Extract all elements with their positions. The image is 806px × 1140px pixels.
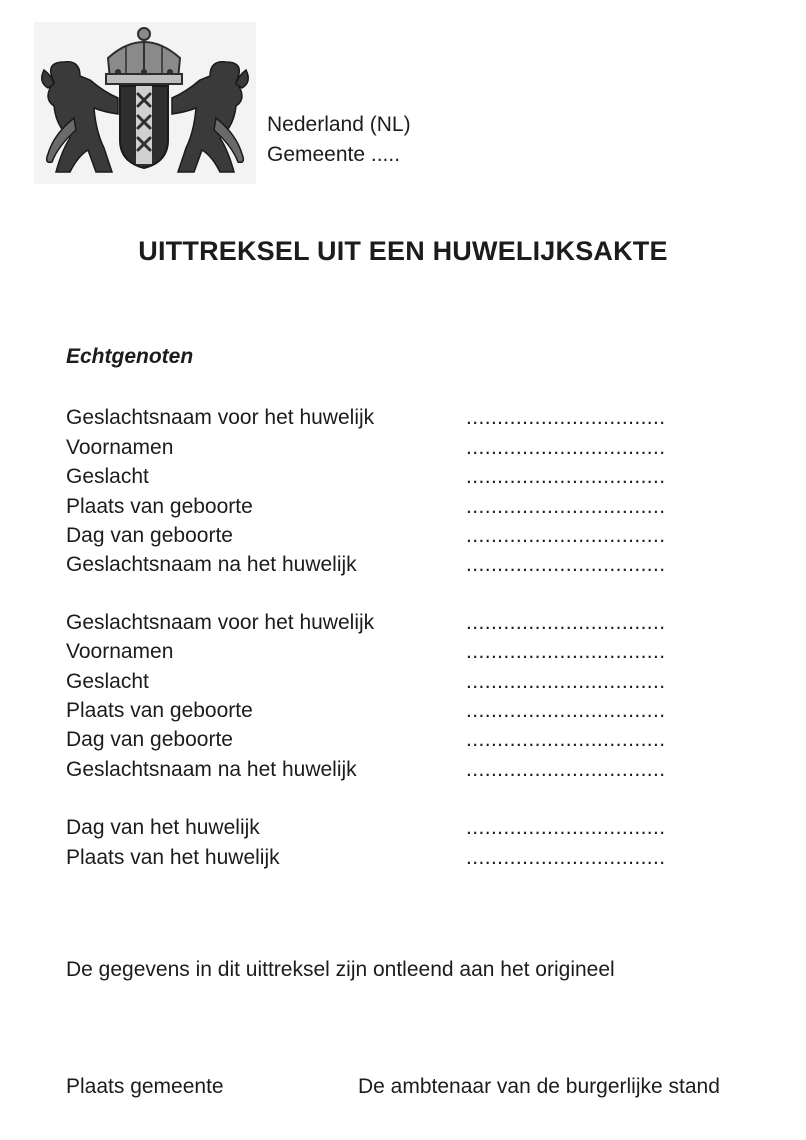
field-value: ................................ <box>466 846 666 869</box>
field-value: ................................ <box>466 406 666 429</box>
field-label: Geslachtsnaam na het huwelijk <box>66 553 357 576</box>
field-value: ................................ <box>466 611 666 634</box>
footer-official: De ambtenaar van de burgerlijke stand <box>358 1075 720 1098</box>
field-value: ................................ <box>466 640 666 663</box>
field-row <box>66 403 706 433</box>
field-row <box>66 433 706 463</box>
field-row <box>66 725 706 755</box>
section-title: Echtgenoten <box>66 345 194 368</box>
municipality-label: Gemeente ..... <box>267 143 401 166</box>
field-row <box>66 462 706 492</box>
certification-note: De gegevens in dit uittreksel zijn ontleend aan het origineel <box>66 958 615 981</box>
field-label: Dag van geboorte <box>66 524 233 547</box>
field-label: Geslachtsnaam na het huwelijk <box>66 758 357 781</box>
crown-icon <box>106 28 182 84</box>
document-title: UITTREKSEL UIT EEN HUWELIJKSAKTE <box>138 236 668 266</box>
field-value: ................................ <box>466 670 666 693</box>
lion-right-icon <box>172 62 248 172</box>
field-label: Voornamen <box>66 640 174 663</box>
field-row <box>66 521 706 551</box>
field-value: ................................ <box>466 758 666 781</box>
field-row <box>66 550 706 580</box>
field-row <box>66 843 706 873</box>
footer-place: Plaats gemeente <box>66 1075 224 1098</box>
coat-of-arms-icon <box>34 22 256 184</box>
field-row <box>66 492 706 522</box>
field-label: Dag van het huwelijk <box>66 816 260 839</box>
field-label: Geslachtsnaam voor het huwelijk <box>66 611 375 634</box>
field-label: Plaats van het huwelijk <box>66 846 280 869</box>
field-row <box>66 696 706 726</box>
field-row <box>66 667 706 697</box>
field-value: ................................ <box>466 816 666 839</box>
country-label: Nederland (NL) <box>267 113 411 136</box>
field-label: Dag van geboorte <box>66 728 233 751</box>
field-row <box>66 813 706 843</box>
field-row <box>66 608 706 638</box>
shield-icon <box>120 86 168 168</box>
field-row <box>66 755 706 785</box>
field-label: Plaats van geboorte <box>66 699 253 722</box>
field-value: ................................ <box>466 465 666 488</box>
field-label: Plaats van geboorte <box>66 495 253 518</box>
field-value: ................................ <box>466 524 666 547</box>
field-label: Geslacht <box>66 670 149 693</box>
field-value: ................................ <box>466 495 666 518</box>
field-label: Geslachtsnaam voor het huwelijk <box>66 406 375 429</box>
field-value: ................................ <box>466 553 666 576</box>
field-value: ................................ <box>466 699 666 722</box>
field-row <box>66 637 706 667</box>
field-value: ................................ <box>466 436 666 459</box>
field-value: ................................ <box>466 728 666 751</box>
field-label: Geslacht <box>66 465 149 488</box>
field-label: Voornamen <box>66 436 174 459</box>
header-block <box>267 110 411 170</box>
